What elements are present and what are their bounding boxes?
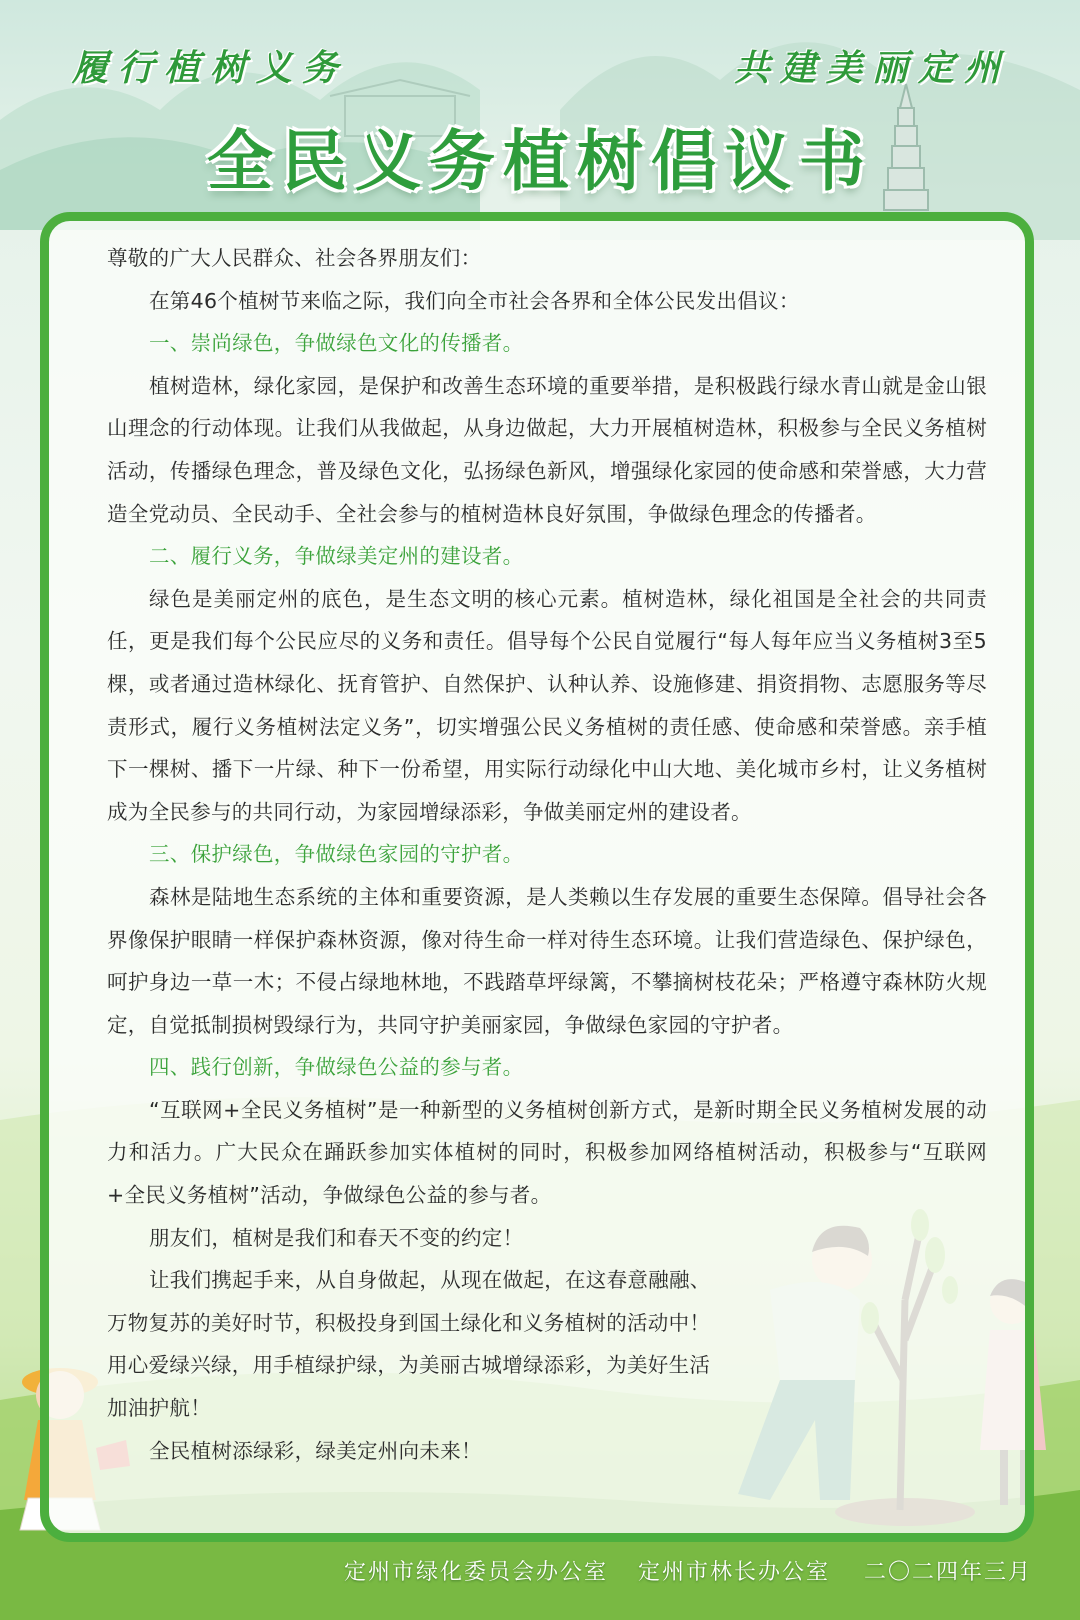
closing-line-2b: 万物复苏的美好时节，积极投身到国土绿化和义务植树的活动中！ bbox=[107, 1310, 711, 1335]
section-body-4: “互联网+全民义务植树”是一种新型的义务植树创新方式，是新时期全民义务植树发展的动力和活力。广大民众在踊跃参加实体植树的同时，积极参加网络植树活动，积极参与“互联网+全民义务植树”活动，争做绿色公益的参与者。 bbox=[107, 1097, 987, 1208]
section-body-1: 植树造林，绿化家园，是保护和改善生态环境的重要举措，是积极践行绿水青山就是金山银山理念的行动体现。让我们从我做起，从身边做起，大力开展植树造林，积极参与全民义务植树活动，传播绿色理念，普及绿色文化，弘扬绿色新风，增强绿化家园的使命感和荣誉感，大力营造全党动员、全民动手、全社会参与的植树造林良好氛围，争做绿色理念的传播者。 bbox=[107, 373, 987, 526]
slogan-left: 履行植树义务 bbox=[72, 47, 349, 89]
closing-line-2c: 用心爱绿兴绿，用手植绿护绿，为美丽古城增绿添彩，为美好生活 bbox=[107, 1353, 711, 1378]
greeting: 尊敬的广大人民群众、社会各界朋友们： bbox=[107, 246, 482, 270]
closing-line-1: 朋友们，植树是我们和春天不变的约定！ bbox=[149, 1225, 524, 1250]
letter-panel bbox=[40, 212, 1034, 1542]
closing-line-2a: 让我们携起手来，从自身做起，从现在做起，在这春意融融、 bbox=[149, 1268, 711, 1293]
section-heading-2: 二、履行义务，争做绿美定州的建设者。 bbox=[149, 544, 524, 569]
footer-org-1: 定州市绿化委员会办公室 bbox=[344, 1560, 609, 1585]
closing-line-2d: 加油护航！ bbox=[107, 1396, 211, 1421]
section-heading-3: 三、保护绿色，争做绿色家园的守护者。 bbox=[149, 842, 524, 867]
page-title: 全民义务植树倡议书 bbox=[207, 122, 873, 200]
slogan-right: 共建美丽定州 bbox=[733, 47, 1010, 89]
section-heading-1: 一、崇尚绿色，争做绿色文化的传播者。 bbox=[149, 331, 524, 356]
section-body-2: 绿色是美丽定州的底色，是生态文明的核心元素。植树造林，绿化祖国是全社会的共同责任，更是我们每个公民应尽的义务和责任。倡导每个公民自觉履行“每人每年应当义务植树3至5棵，或者通过造林绿化、抚育管护、自然保护、认种认养、设施修建、捐资捐物、志愿服务等尽责形式，履行义务植树法定义务”，切实增强公民义务植树的责任感、使命感和荣誉感。亲手植下一棵树、播下一片绿、种下一份希望，用实际行动绿化中山大地、美化城市乡村，让义务植树成为全民参与的共同行动，为家园增绿添彩，争做美丽定州的建设者。 bbox=[107, 586, 987, 824]
closing-line-3: 全民植树添绿彩，绿美定州向未来！ bbox=[149, 1438, 482, 1463]
letter-body bbox=[107, 237, 987, 1472]
footer-date: 二〇二四年三月 bbox=[864, 1560, 1033, 1585]
intro-paragraph: 在第46个植树节来临之际，我们向全市社会各界和全体公民发出倡议： bbox=[149, 288, 800, 313]
section-heading-4: 四、践行创新，争做绿色公益的参与者。 bbox=[149, 1055, 524, 1080]
footer-org-2: 定州市林长办公室 bbox=[638, 1560, 831, 1585]
section-body-3: 森林是陆地生态系统的主体和重要资源，是人类赖以生存发展的重要生态保障。倡导社会各界像保护眼睛一样保护森林资源，像对待生命一样对待生态环境。让我们营造绿色、保护绿色，呵护身边一草一木；不侵占绿地林地，不践踏草坪绿篱，不攀摘树枝花朵；严格遵守森林防火规定，自觉抵制损树毁绿行为，共同守护美丽家园，争做绿色家园的守护者。 bbox=[107, 884, 987, 1037]
